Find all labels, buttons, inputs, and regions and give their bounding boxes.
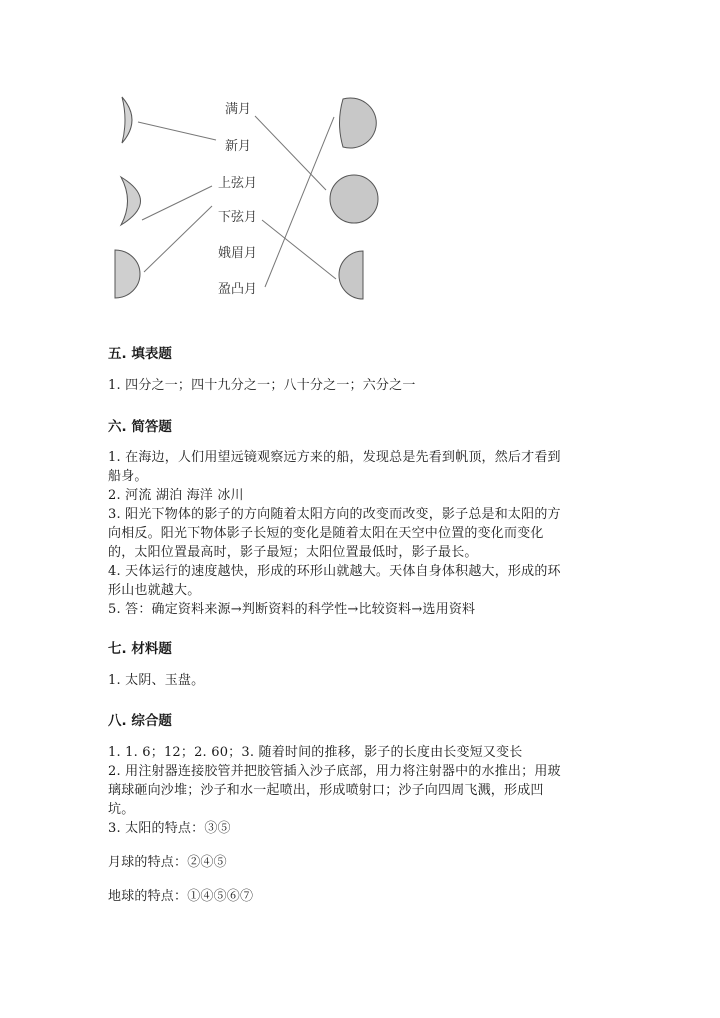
left-half-moon-shape (115, 250, 140, 298)
right-full-circle-shape (330, 175, 378, 223)
match-line-6 (265, 117, 334, 287)
section-8-line-4: 坑。 (108, 802, 135, 817)
section-5-title: 五. 填表题 (108, 346, 172, 362)
match-line-2 (142, 186, 212, 220)
section-6-line-1: 1. 在海边，人们用望远镜观察远方来的船，发现总是先看到帆顶，然后才看到 (108, 450, 561, 465)
section-8-title: 八. 综合题 (108, 713, 172, 729)
section-6-line-7: 4. 天体运行的速度越快，形成的环形山就越大。天体自身体积越大，形成的环 (108, 564, 561, 579)
section-5-line-1: 1. 四分之一；四十九分之一；八十分之一；六分之一 (108, 378, 416, 393)
section-7-title: 七. 材料题 (108, 641, 172, 657)
section-8-line-3: 璃球砸向沙堆；沙子和水一起喷出，形成喷射口；沙子向四周飞溅，形成凹 (108, 783, 544, 798)
match-line-4 (255, 116, 326, 190)
section-6-line-3: 2. 河流 湖泊 海洋 冰川 (108, 488, 244, 503)
section-6-line-8: 形山也就越大。 (108, 583, 201, 598)
label-new-moon: 新月 (225, 139, 252, 154)
match-line-5 (262, 220, 336, 279)
label-first-quarter: 上弦月 (218, 176, 258, 191)
left-crescent-shape (121, 177, 141, 225)
section-8-line-5: 3. 太阳的特点：③⑤ (108, 821, 231, 836)
section-6-line-4: 3. 阳光下物体的影子的方向随着太阳方向的改变而改变，影子总是和太阳的方 (108, 507, 561, 522)
moon-phase-matching-diagram (0, 0, 720, 320)
section-8-line-1: 1. 1. 6；12；2. 60；3. 随着时间的推移，影子的长度由长变短又变长 (108, 745, 523, 760)
earth-features-line: 地球的特点：①④⑤⑥⑦ (108, 889, 254, 904)
label-full-moon: 满月 (225, 102, 252, 117)
section-6-line-6: 的，太阳位置最高时，影子最短；太阳位置最低时，影子最长。 (108, 545, 478, 560)
section-6-title: 六. 简答题 (108, 419, 172, 435)
label-waxing-gibbous: 盈凸月 (218, 282, 258, 297)
section-8-line-2: 2. 用注射器连接胶管并把胶管插入沙子底部，用力将注射器中的水推出；用玻 (108, 764, 561, 779)
right-gibbous-shape (340, 98, 377, 148)
section-7-line-1: 1. 太阴、玉盘。 (108, 673, 205, 688)
moon-features-line: 月球的特点：②④⑤ (108, 855, 227, 870)
left-thin-crescent-shape (122, 97, 132, 143)
label-last-quarter: 下弦月 (218, 210, 258, 225)
right-half-moon-shape (339, 251, 363, 299)
section-6-line-2: 船身。 (108, 469, 148, 484)
match-line-3 (144, 206, 212, 272)
match-line-1 (138, 122, 216, 140)
label-waxing-crescent: 娥眉月 (218, 246, 258, 261)
section-6-line-9: 5. 答：确定资料来源→判断资料的科学性→比较资料→选用资料 (108, 602, 476, 617)
section-6-line-5: 向相反。阳光下物体影子长短的变化是随着太阳在天空中位置的变化而变化 (108, 526, 544, 541)
